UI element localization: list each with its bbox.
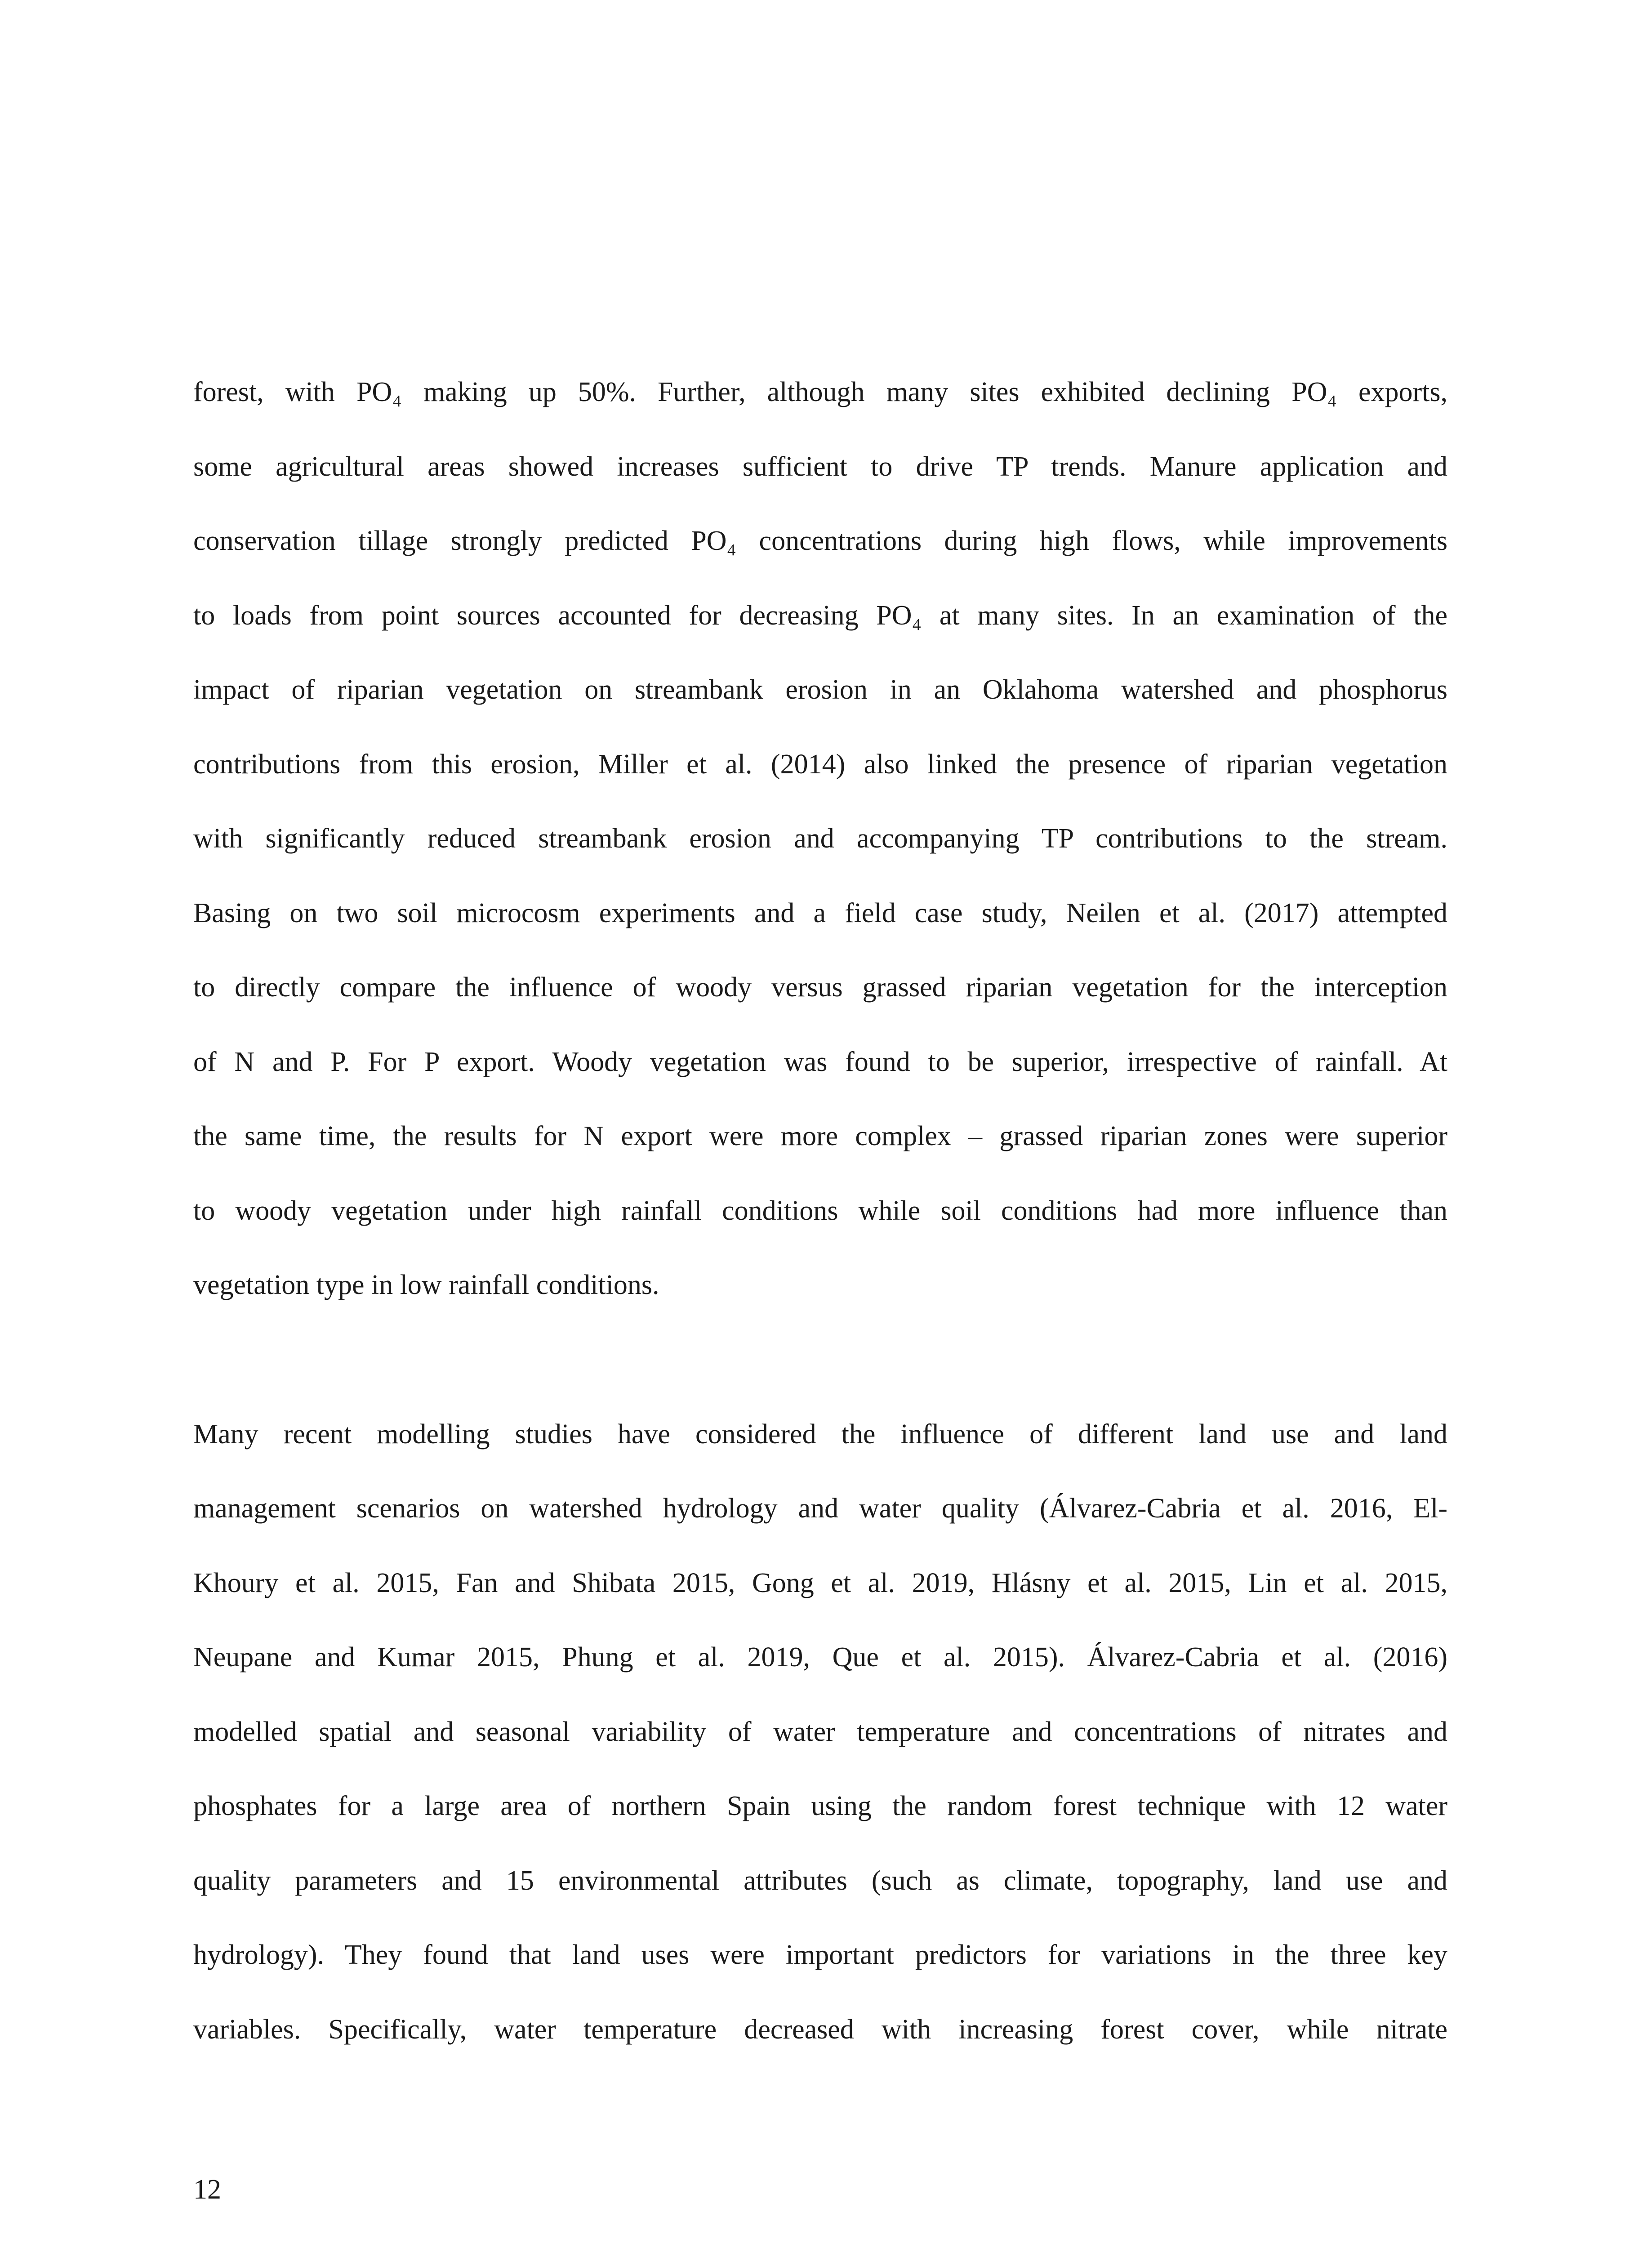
- text-line: the same time, the results for N export were more complex – grassed riparian zones were superior: [193, 1121, 1447, 1151]
- text-line: quality parameters and 15 environmental attributes (such as climate, topography, land use and: [193, 1865, 1447, 1896]
- text-line: some agricultural areas showed increases sufficient to drive TP trends. Manure application and: [193, 451, 1447, 482]
- text-line: of N and P. For P export. Woody vegetation was found to be superior, irrespective of rainfall. At: [193, 1046, 1447, 1077]
- text-line: to directly compare the influence of woody versus grassed riparian vegetation for the interception: [193, 972, 1447, 1003]
- text-line: Basing on two soil microcosm experiments and a field case study, Neilen et al. (2017) attempted: [193, 897, 1447, 928]
- text-line: modelled spatial and seasonal variability of water temperature and concentrations of nitrates and: [193, 1716, 1447, 1747]
- text-line: conservation tillage strongly predicted PO₄ concentrations during high flows, while improvements: [193, 526, 1447, 556]
- text-line: Many recent modelling studies have considered the influence of different land use and land: [193, 1418, 1447, 1450]
- paragraph-spacer: [193, 1323, 1447, 1397]
- body-text: [193, 355, 1447, 2067]
- text-line: hydrology). They found that land uses were important predictors for variations in the three key: [193, 1940, 1447, 1970]
- text-line: to loads from point sources accounted for decreasing PO₄ at many sites. In an examination of the: [193, 600, 1447, 631]
- text-line: impact of riparian vegetation on streambank erosion in an Oklahoma watershed and phosphorus: [193, 674, 1447, 705]
- text-line: management scenarios on watershed hydrology and water quality (Álvarez-Cabria et al. 2016, El-: [193, 1493, 1447, 1524]
- text-line: Neupane and Kumar 2015, Phung et al. 2019, Que et al. 2015). Álvarez-Cabria et al. (2016): [193, 1642, 1447, 1673]
- text-line: variables. Specifically, water temperature decreased with increasing forest cover, while nitrate: [193, 2014, 1447, 2045]
- text-line: vegetation type in low rainfall conditions.: [193, 1270, 659, 1300]
- text-line: to woody vegetation under high rainfall conditions while soil conditions had more influence than: [193, 1195, 1447, 1226]
- text-line: forest, with PO₄ making up 50%. Further, although many sites exhibited declining PO₄ exports,: [193, 377, 1447, 407]
- paragraph-1: [193, 355, 1447, 1323]
- paragraph-2: [193, 1397, 1447, 2067]
- text-line: Khoury et al. 2015, Fan and Shibata 2015, Gong et al. 2019, Hlásny et al. 2015, Lin et al. 2015,: [193, 1567, 1447, 1598]
- text-line: phosphates for a large area of northern Spain using the random forest technique with 12 water: [193, 1791, 1447, 1821]
- page-number: 12: [193, 2174, 221, 2205]
- text-line: with significantly reduced streambank erosion and accompanying TP contributions to the stream.: [193, 823, 1447, 854]
- text-line: contributions from this erosion, Miller et al. (2014) also linked the presence of riparian vegetation: [193, 749, 1447, 780]
